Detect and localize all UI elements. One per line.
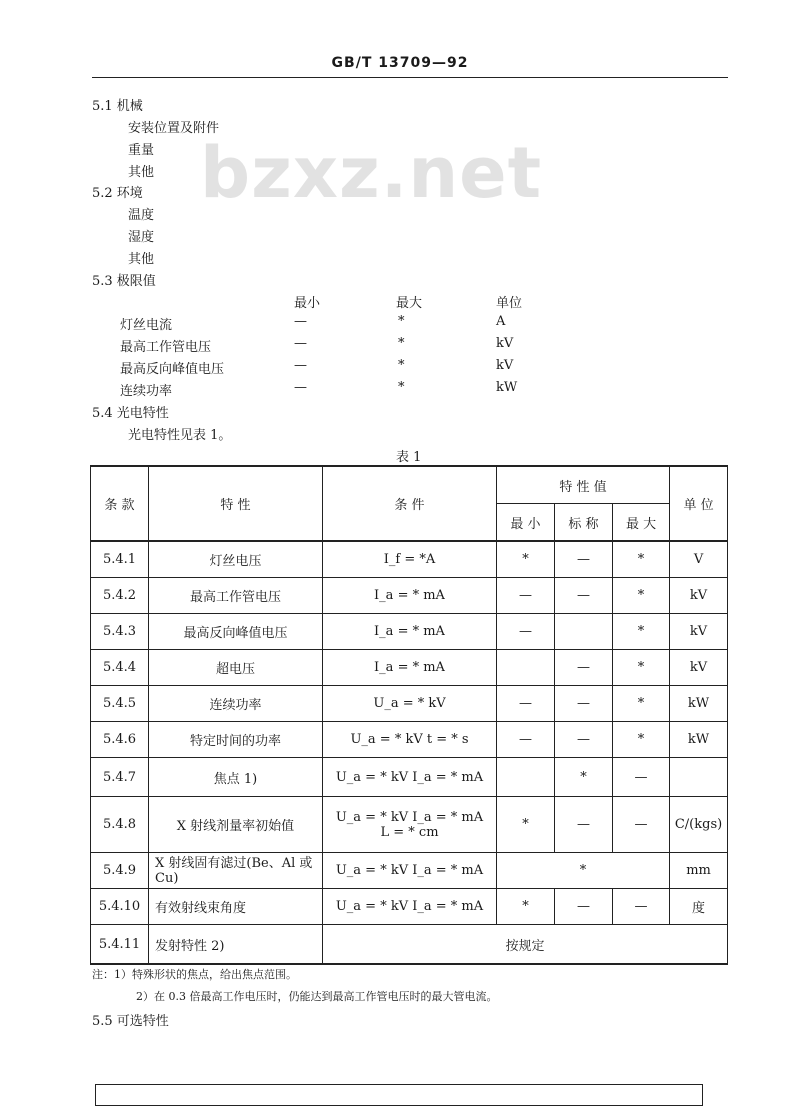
cell-unit: 度 (670, 889, 728, 925)
limits-row-min: — (294, 380, 307, 395)
cell-max: * (613, 686, 670, 722)
cell-max: — (613, 758, 670, 797)
section-5-4-text: 光电特性见表 1。 (128, 428, 232, 443)
cell-unit: V (670, 541, 728, 578)
cell-nominal: — (555, 797, 613, 853)
limits-row-min: — (294, 314, 307, 329)
limits-row-name: 连续功率 (120, 384, 173, 399)
cell-condition: U_a = * kV I_a = * mA (323, 853, 497, 889)
limits-col-unit: 单位 (496, 296, 523, 311)
limits-col-min: 最小 (294, 296, 321, 311)
header-nominal: 标 称 (555, 504, 613, 542)
cell-condition: U_a = * kV I_a = * mA (323, 889, 497, 925)
limits-row-max: * (398, 380, 405, 395)
cell-clause: 5.4.11 (91, 925, 149, 965)
cell-characteristic: 超电压 (149, 650, 323, 686)
cell-characteristic: 最高反向峰值电压 (149, 614, 323, 650)
cell-characteristic: 连续功率 (149, 686, 323, 722)
limits-row-unit: kV (496, 358, 514, 373)
cell-min: — (497, 614, 555, 650)
cell-clause: 5.4.2 (91, 578, 149, 614)
note-1: 注：1）特殊形状的焦点，给出焦点范围。 (92, 968, 297, 981)
cell-max: * (613, 650, 670, 686)
cell-characteristic: X 射线固有滤过(Be、Al 或 Cu) (149, 853, 323, 889)
cell-nominal: — (555, 722, 613, 758)
bottom-frame (95, 1084, 703, 1106)
cell-characteristic: 焦点 1) (149, 758, 323, 797)
section-5-2-item: 温度 (128, 208, 155, 223)
cell-unit: kW (670, 722, 728, 758)
header-values: 特 性 值 (497, 466, 670, 504)
cell-condition: U_a = * kV t = * s (323, 722, 497, 758)
cell-min: — (497, 578, 555, 614)
cell-condition: U_a = * kV (323, 686, 497, 722)
limits-row-unit: kV (496, 336, 514, 351)
limits-row-name: 最高工作管电压 (120, 340, 212, 355)
cell-characteristic: 发射特性 2) (149, 925, 323, 965)
section-5-2-title: 5.2 环境 (92, 186, 143, 201)
cell-unit (670, 758, 728, 797)
cell-condition-line2: L = * cm (380, 824, 439, 840)
cell-clause: 5.4.3 (91, 614, 149, 650)
cell-nominal (555, 614, 613, 650)
cell-clause: 5.4.1 (91, 541, 149, 578)
table-row (91, 925, 728, 965)
table-row (91, 614, 728, 650)
cell-condition: I_a = * mA (323, 614, 497, 650)
header-condition: 条 件 (323, 466, 497, 541)
section-5-3-title: 5.3 极限值 (92, 274, 156, 289)
characteristics-table (90, 465, 728, 965)
table-row (91, 541, 728, 578)
cell-clause: 5.4.5 (91, 686, 149, 722)
header-unit: 单 位 (670, 466, 728, 541)
section-5-4-title: 5.4 光电特性 (92, 406, 169, 421)
cell-condition: I_f = *A (323, 541, 497, 578)
cell-merged-condition: 按规定 (323, 925, 728, 965)
cell-clause: 5.4.8 (91, 797, 149, 853)
cell-condition: I_a = * mA (323, 578, 497, 614)
cell-characteristic: 特定时间的功率 (149, 722, 323, 758)
limits-row-name: 灯丝电流 (120, 318, 173, 333)
limits-row-name: 最高反向峰值电压 (120, 362, 225, 377)
cell-condition: U_a = * kV I_a = * mA (323, 758, 497, 797)
header-max: 最 大 (613, 504, 670, 542)
table-caption: 表 1 (396, 450, 422, 465)
cell-unit: kV (670, 614, 728, 650)
limits-row-min: — (294, 358, 307, 373)
cell-condition-line1: U_a = * kV I_a = * mA (335, 809, 484, 825)
limits-row-min: — (294, 336, 307, 351)
cell-min (497, 758, 555, 797)
cell-nominal: — (555, 541, 613, 578)
cell-max: — (613, 889, 670, 925)
cell-min: * (497, 797, 555, 853)
cell-unit: mm (670, 853, 728, 889)
table-row (91, 650, 728, 686)
cell-unit: kV (670, 578, 728, 614)
table-row (91, 578, 728, 614)
cell-merged-value: * (497, 853, 670, 889)
cell-clause: 5.4.7 (91, 758, 149, 797)
header-characteristic: 特 性 (149, 466, 323, 541)
limits-row-max: * (398, 358, 405, 373)
cell-nominal: — (555, 650, 613, 686)
cell-max: * (613, 614, 670, 650)
section-5-1-title: 5.1 机械 (92, 99, 143, 114)
cell-min: * (497, 541, 555, 578)
table-row (91, 853, 728, 889)
cell-nominal: — (555, 686, 613, 722)
cell-clause: 5.4.10 (91, 889, 149, 925)
section-5-2-item: 湿度 (128, 230, 155, 245)
table-row (91, 889, 728, 925)
cell-min: — (497, 722, 555, 758)
document-header: GB/T 13709—92 (331, 55, 469, 71)
cell-max: * (613, 541, 670, 578)
cell-nominal: — (555, 889, 613, 925)
cell-max: * (613, 578, 670, 614)
cell-characteristic: 有效射线束角度 (149, 889, 323, 925)
cell-characteristic: X 射线剂量率初始值 (149, 797, 323, 853)
header-clause: 条 款 (91, 466, 149, 541)
cell-nominal: * (555, 758, 613, 797)
section-5-5-title: 5.5 可选特性 (92, 1014, 169, 1029)
section-5-1-item: 重量 (128, 143, 155, 158)
cell-characteristic: 灯丝电压 (149, 541, 323, 578)
table-row (91, 797, 728, 853)
cell-clause: 5.4.6 (91, 722, 149, 758)
section-5-2-item: 其他 (128, 252, 155, 267)
limits-row-unit: kW (496, 380, 518, 395)
cell-clause: 5.4.4 (91, 650, 149, 686)
cell-min: * (497, 889, 555, 925)
table-row (91, 758, 728, 797)
table-row (91, 686, 728, 722)
table-row (91, 722, 728, 758)
cell-condition: I_a = * mA (323, 650, 497, 686)
section-5-1-item: 安装位置及附件 (128, 121, 220, 136)
cell-min (497, 650, 555, 686)
limits-row-max: * (398, 314, 405, 329)
cell-min: — (497, 686, 555, 722)
limits-col-max: 最大 (396, 296, 423, 311)
note-2: 2）在 0.3 倍最高工作电压时，仍能达到最高工作管电压时的最大管电流。 (136, 990, 498, 1003)
limits-row-max: * (398, 336, 405, 351)
section-5-1-item: 其他 (128, 165, 155, 180)
cell-max: * (613, 722, 670, 758)
cell-characteristic: 最高工作管电压 (149, 578, 323, 614)
cell-clause: 5.4.9 (91, 853, 149, 889)
limits-row-unit: A (496, 314, 506, 329)
cell-unit: C/(kgs) (670, 797, 728, 853)
cell-unit: kV (670, 650, 728, 686)
watermark: bzxz.net (200, 132, 543, 214)
cell-condition (323, 797, 497, 853)
cell-max: — (613, 797, 670, 853)
header-min: 最 小 (497, 504, 555, 542)
header-rule (92, 77, 728, 78)
cell-unit: kW (670, 686, 728, 722)
cell-nominal: — (555, 578, 613, 614)
